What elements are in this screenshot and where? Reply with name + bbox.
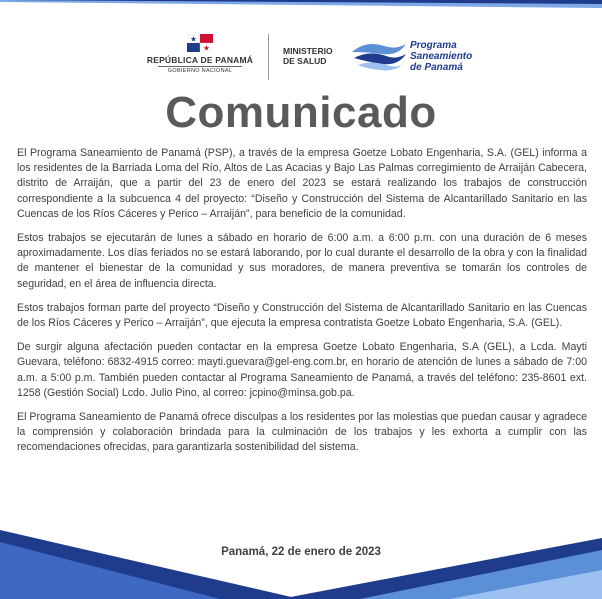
bottom-wave-decoration: [0, 530, 602, 599]
ministry-line-1: MINISTERIO: [283, 46, 333, 56]
ministry-line-2: DE SALUD: [283, 56, 327, 66]
program-logo-text: [410, 40, 472, 73]
program-line-3: de Panamá: [410, 62, 463, 73]
header-logos: [0, 32, 602, 92]
government-subtitle: GOBIERNO NACIONAL: [158, 66, 242, 74]
panama-flag-icon: [187, 34, 213, 52]
closing-date: Panamá, 22 de enero de 2023: [221, 546, 381, 558]
ministry-logo: [283, 46, 333, 66]
header-divider: [268, 34, 269, 80]
paragraph-4: De surgir alguna afectación pueden contactar en la empresa Goetze Lobato Engenharia, S.A (GEL), a Lcda. Mayti Guevara, teléfono: 6832-4915 correo: mayti.guevara@gel-eng.com.br, en horario de atención de lunes a sábado de 7:00 a.m. a 5:00 p.m. También pueden contactar al Programa Saneamiento de Panamá, a través del teléfono: 235-8601 ext. 1258 (Gestión Social) Lcdo. Julio Pino, al correo: jcpino@minsa.gob.pa.: [17, 341, 587, 399]
government-title: REPÚBLICA DE PANAMÁ: [146, 55, 254, 65]
paragraph-3: Estos trabajos forman parte del proyecto “Diseño y Construcción del Sistema de Alcantarillado Sanitario en las Cuencas de los Ríos Cáceres y Perico – Arraiján”, que ejecuta la empresa contratista Goetze Lobato Engenharia, S.A. (GEL).: [17, 301, 587, 330]
paragraph-2: Estos trabajos se ejecutarán de lunes a sábado en horario de 6:00 a.m. a 6:00 p.m. con una duración de 6 meses aproximadamente. Los días feriados no se estará laborando, por lo cual durante el desarrollo de la obra y con la finalidad de mantener el bienestar de la comunidad y sus moradores, de manera preventiva se tomarán los controles de seguridad, en el área de influencia directa.: [17, 232, 587, 290]
page-title: Comunicado: [165, 88, 437, 137]
program-line-2: Saneamiento: [410, 51, 473, 62]
program-line-1: Programa: [410, 40, 457, 51]
program-wave-logo-icon: [350, 38, 408, 72]
communique-body: [17, 146, 587, 465]
paragraph-5: El Programa Saneamiento de Panamá ofrece disculpas a los residentes por las molestias que puedan causar y agradece la comprensión y colaboración brindada para la culminación de los trabajos y les exhorta a cumplir con las recomendaciones ofrecidas, para garantizarla sostenibilidad del sistema.: [17, 411, 587, 454]
government-logo: [140, 34, 260, 74]
paragraph-1: El Programa Saneamiento de Panamá (PSP), a través de la empresa Goetze Lobato Engenharia, S.A. (GEL) informa a los residentes de la Barriada Loma del Río, Altos de Las Acacias y Bajo Las Palmas corregimiento de Arraiján Cabecera, distrito de Arraiján, que a partir del 23 de enero del 2023 se estará realizando los trabajos de construcción correspondiente a la subcuenca 4 del proyecto: “Diseño y Construcción del Sistema de Alcantarillado Sanitario en las Cuencas de los Ríos Cáceres y Perico – Arraiján”, para beneficio de la comunidad.: [17, 147, 587, 220]
